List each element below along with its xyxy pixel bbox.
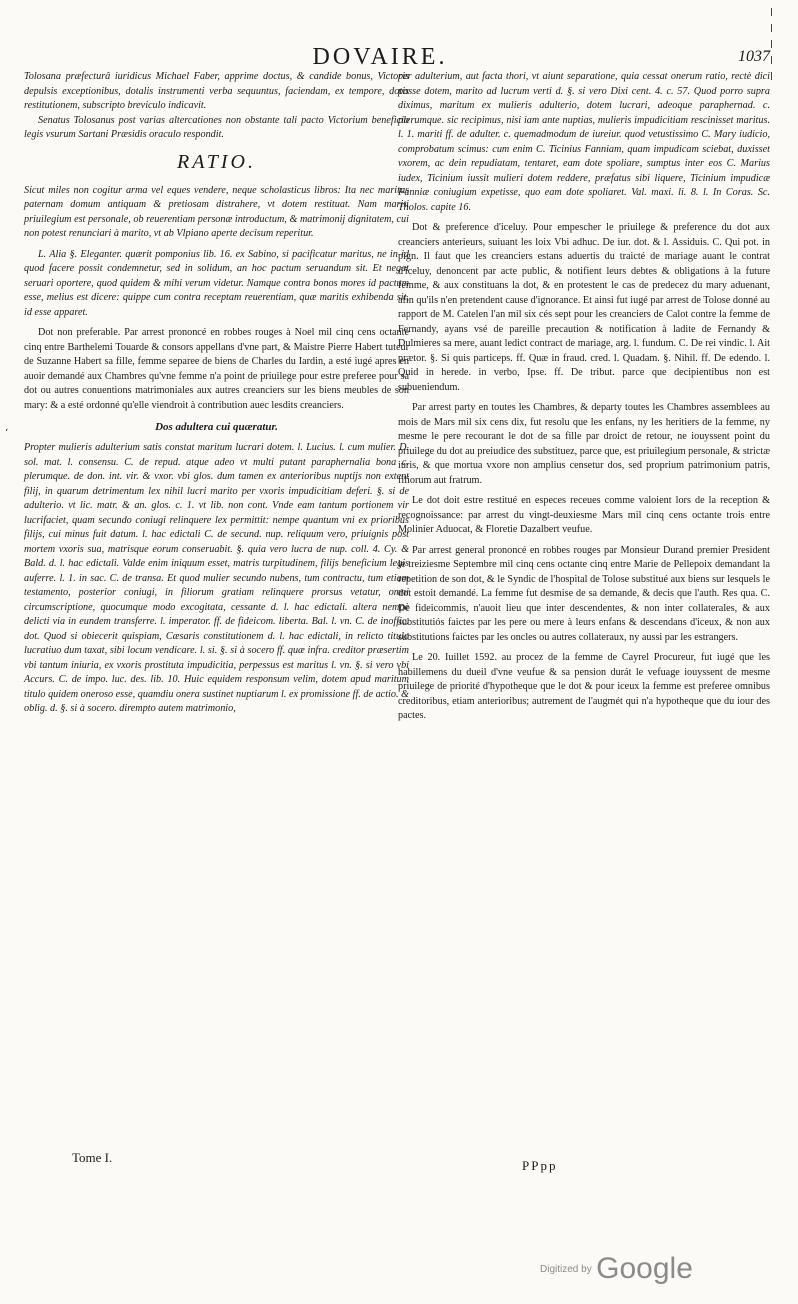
right-paragraph-5: Par arrest general prononcé en robbes rouges par Monsieur Durand premier President le treiziesme Septembre mil cinq cens octante cinq entre Marie de Pellepoix demandant la repetition de son dot, & le Syndic de l'hospital de Tolose substitué aux biens sur lesquels le dot estoit demandé. La femme fut desmise de sa demande, & decis que l'auth. Res qua. C. De fideicommis, n'auoit lieu que inter descendentes, & non inter collaterales, & aux substitutiós faictes par les pere ou mere à leurs enfans & descendans d'iceux, & non aux substitutions faictes par les oncles ou autres collateraux, ny aussi par les estrangers. <box>398 544 770 643</box>
right-column <box>398 70 770 724</box>
watermark-prefix: Digitized by <box>540 1264 592 1275</box>
watermark-brand: Google <box>596 1252 693 1285</box>
signature-mark: PPpp <box>522 1158 558 1173</box>
section-heading-ratio: RATIO. <box>177 150 256 173</box>
volume-label: Tome I. <box>72 1150 113 1165</box>
left-paragraph-6: Propter mulieris adulterium satis constat maritum lucrari dotem. l. Lucius. l. cum mulier. D. sol. mat. l. consensu. C. de repud. atque adeo vt multi putant paraphernalia bona c. plerumque. de don. int. vir. & vxor. vbi glos. dum tamen ex anterioribus nuptijs non extent filij, in quarum detrimentum lex nihil lucri marito per vxoris impudicitiam deferi. §. si de adulterio. vt lic. matr. & an. glos. c. 1. vt lib. non cont. Vnde eam tantum portionem vir lucrifaciet, quam secundo coniugi relinquere lex permittit: nempe quantum vni ex prioribus filijs, cui minus fuit datum. l. hac edictali C. de secund. nup. reliquum vero, priuignis post mortem vxoris sua, matrisque eorum conseruabit. §. quia vero lucra de nup. coll. 4. Cy. & Bald. d. l. hac edictali. Valde enim iniquum esset, matris turpitudinem, filijs beneficium legis auferre. l. 1. in sac. C. de transa. Et quod mulier secundo nubens, tum contractu, tum etiam testamento, posterior coniugi, in filiorum gratiam relinquere prorsus vetatur, omni circumscriptione, quocumque modo excogitata, cessante d. l. hac edictali. altera nempè delicti via in eundem transferre. l. imperator. ff. de fideicom. liberta. Bal. l. vn. C. de inoffic. dot. Quod si obiecerit quispiam, Cæsaris constitutionem d. l. hac edictali, in relicto titulo lucratiuo dum taxat, sibi locum vendicare. l. si. §. si à socero ff. quæ infra. creditor præsertim vbi tantum iniuria, ex vxoris prostituta impudicitia, perpessus est maritus l. vn. §. si vero vbi Accurs. C. de impo. luc. des. lib. 10. Huic equidem responsum velim, dotem apud maritum titulo quidem oneroso esse, quamdiu onera sustinet nuptiarum l. ex promissione ff. de actio. & oblig. d. §. si à socero. dirempto autem matrimonio, <box>24 442 409 714</box>
left-column <box>24 70 409 717</box>
section-subheading: Dos adultera cui quæratur. <box>155 421 278 433</box>
right-paragraph-1: per adulterium, aut facta thori, vt aiunt separatione, quia cessat onerum ratio, rectè dici posse dotem, marito ad lucrum verti d. §. si vero Dixi cent. 4. c. 57. Quod porro supra diximus, maritum ex mulieris adulterio, dotem lucrari, adeoque paraphernad. c. plerumque. sic recipimus, nisi iam ante nuptias, mulieris impudicitiam rescinisset maritus. l. 1. mariti ff. de adulter. c. quemadmodum de iureiur. quod vetustissimo C. Mary iudicio, comprobatum scimus: cum enim C. Ticinius Fanniam, quam impudicam sciebat, duxisset vxorem, ac dein repudiatam, tentaret, eam dote spoliare, sumptus inter eos C. Marius iudex, Ticinium iussit mulieri dotem reddere, præfatus sibi liquere, Ticinium impudicæ Fanniæ coniugium expetisse, quo eam dote spoliaret. Val. maxi. li. 8. l. In Coras. Sc. Tholos. capite 16. <box>398 71 770 213</box>
left-paragraph-2: Senatus Tolosanus post varias altercationes non obstante tali pacto Victorium beneficio legis vsurum Sartani Præsidis oraculo respondit. <box>24 114 409 140</box>
right-paragraph-4: Le dot doit estre restitué en especes receues comme valoient lors de la reception & recognoissance: par arrest du vingt-deuxiesme Mars mil cinq cens octante trois entre Molinier Aduocat, & Floretie Dazalbert veufue. <box>398 495 770 535</box>
margin-mark: ʻ <box>5 428 9 439</box>
left-paragraph-4: L. Alia §. Eleganter. quærit pomponius lib. 16. ex Sabino, si pacificatur maritus, ne in id quod facere possit condemnetur, sed in solidum, an hoc pactum seruandum sit. Et negat seruari oportere, quod quidem & mihi verum videtur. Namque contra bonos mores id pactum esse, melius est dicere: quippe cum contra receptam reuerentiam, quæ maritis exhibenda sit, id esse apparet. <box>24 248 409 318</box>
left-paragraph-3: Sicut miles non cogitur arma vel eques vendere, neque scholasticus libros: Ita nec maritus paternam domum antiquam & pretiosam distrahere, vt dotem restituat. Nam mariti priuilegium est personale, ob reuerentiam personæ introductum, & matrimonij dignitatem, cui non potest renunciari à marito, vt ab Vlpiano aperte decisum reperitur. <box>24 184 409 239</box>
running-title: DOVAIRE. <box>312 44 448 70</box>
left-paragraph-1: Tolosana præfecturâ iuridicus Michael Faber, apprime doctus, & candide bonus, Victoris depulsis exceptionibus, dotalis instrumenti verba sequuntus, faciendam, ex tempore, dotis restitutionem, subscripto breviculo indicavit. <box>24 71 409 111</box>
digitized-watermark <box>540 1252 693 1286</box>
right-paragraph-2: Dot & preference d'iceluy. Pour empescher le priuilege & preference du dot aux creanciers anterieurs, suiuant les loix Vbi adhuc. De iur. dot. & l. Assiduis. C. Qui pot. in pign. Il faut que les creanciers estans aduertis du traicté de mariage auant le contrat d'iceluy, denoncent par acte public, & notifient leurs debtes & obligations à la future femme, & aux constituans la dot, & en protestent le cas de predecez du mary aduenant, afin qu'ils n'en pretendent cause d'ignorance. Et ainsi fut iugé par arrest de Tolose donné au rapport de M. Catelen l'an mil six cés sept pour les creanciers de Calot contre la femme de Fernandy, ayans vsé de pareille precaution & notification à ladite de Fernandy & Dulmieres sa mere, auant ledict contract de mariage, arg. l. fundum. C. De rei vindic. l. Ait prætor. §. Si quis particeps. ff. Quæ in fraud. cred. l. Quadam. §. Nihil. ff. De edendo. l. Quid in herede. in verbo, Ipse. ff. De tribut. parce que decipientibus non est subueniendum. <box>398 222 770 393</box>
left-paragraph-5: Dot non preferable. Par arrest prononcé en robbes rouges à Noel mil cinq cens octante cinq entre Barthelemi Touarde & consors appellans d'vne part, & Maistre Pierre Habert tuteur de Suzanne Habert sa fille, femme separee de biens de Charles du Iardin, a esté iugé apres en auoir demandé aux Chambres qu'vne femme n'a point de priuilege pour estre preferee pour sa dot ou autres conuentions matrimoniales aux autres creanciers sur les biens meubles de son mary: & a esté ordonné qu'elle viendroit à contribution auec lesdits creanciers. <box>24 327 409 411</box>
page-header <box>30 44 770 70</box>
right-paragraph-3: Par arrest party en toutes les Chambres, & departy toutes les Chambres assemblees au mois de Mars mil six cens dix, fut resolu que les enfans, ny les heritiers de la femme, ny mesme le pere recourant le dot de sa fille par droict de retour, ne iouyssent point du priuilege du dot au preiudice des substituez, parce que, est priuilegium personale, & strictæ iuris, & que mortua vxore non amplius censetur dos, sed proprium patrimonium patris, filiorum aut fratrum. <box>398 402 770 486</box>
page-number: 1037 <box>738 48 770 65</box>
right-paragraph-6: Le 20. Iuillet 1592. au procez de la femme de Cayrel Procureur, fut iugé que les habillemens du dueil d'vne veufue & sa pension durát le vefuage iouyssent de mesme priuilege de priorité d'hypotheque que le dot & pour iceux la femme est preferee omnibus creditoribus, etiam anterioribus; autrement de l'augmét qui n'a hypotheque que du iour des pactes. <box>398 652 770 721</box>
